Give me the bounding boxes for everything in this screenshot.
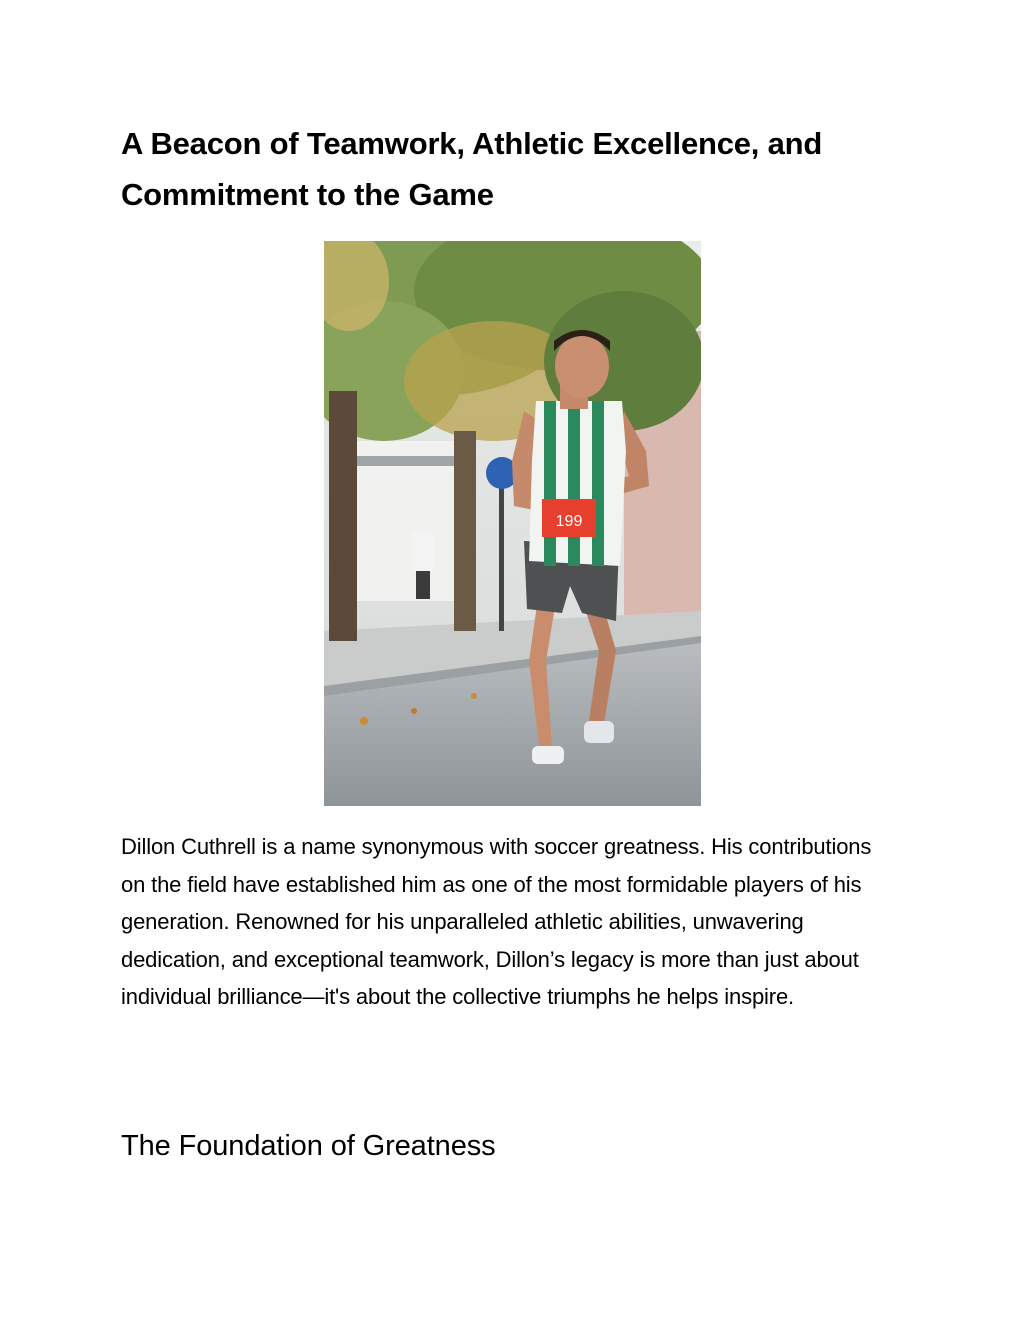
runner-photo xyxy=(324,241,701,806)
article-paragraph: Dillon Cuthrell is a name synonymous with soccer greatness. His contributions on the field have established him as one of the most formidable players of his generation. Renowned for his unparalleled athletic abilities, unwavering dedication, and exceptional teamwork, Dillon’s legacy is more than just about individual brilliance—it's about the collective triumphs he helps inspire. xyxy=(121,834,872,1010)
bib-number: 199 xyxy=(555,513,583,530)
article-title: A Beacon of Teamwork, Athletic Excellence, and Commitment to the Game xyxy=(121,126,823,212)
section-heading: The Foundation of Greatness xyxy=(121,1130,496,1162)
